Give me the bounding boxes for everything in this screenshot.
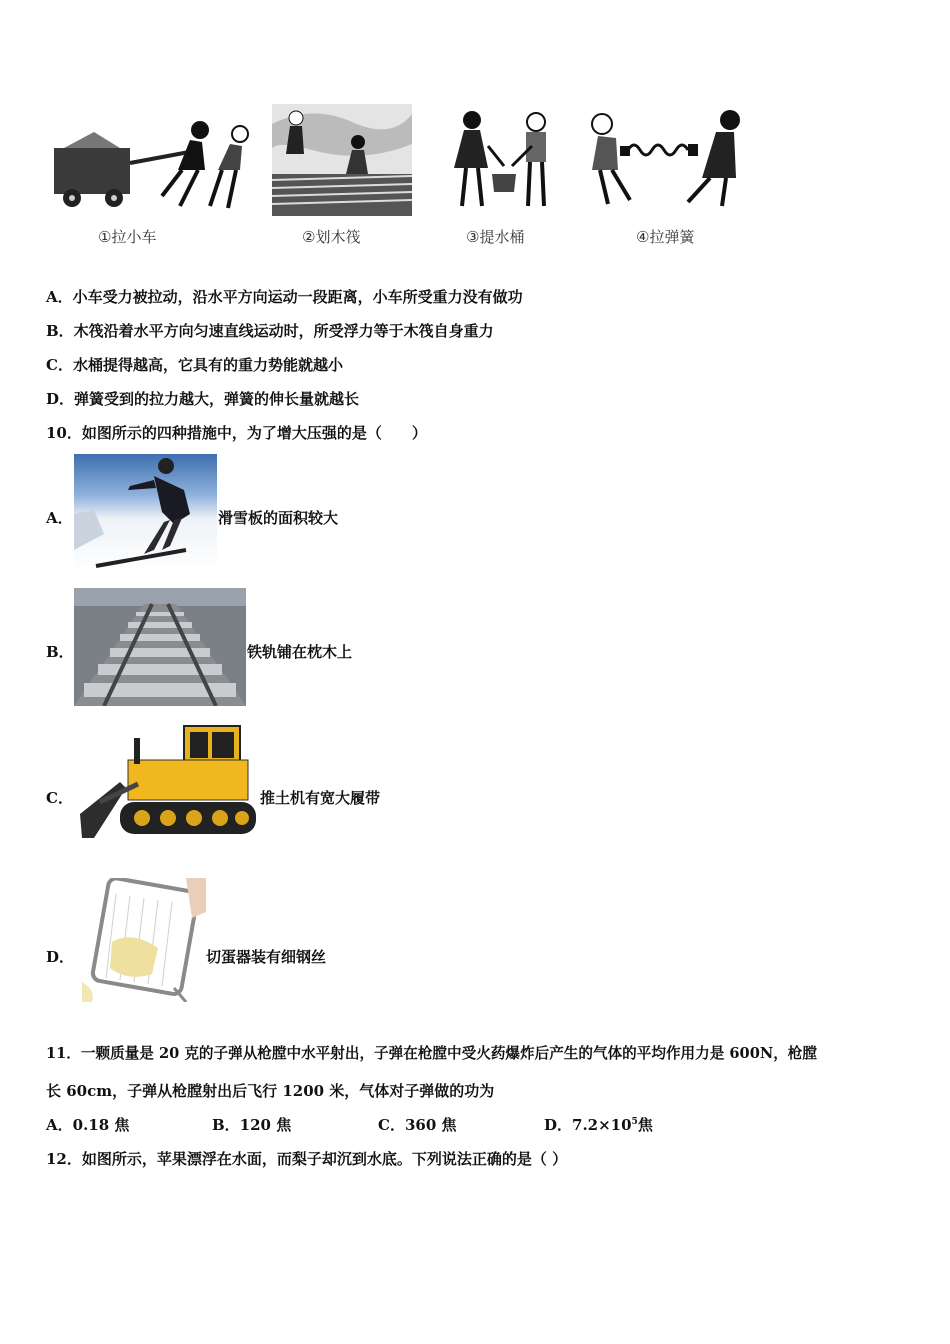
figure-bucket — [432, 106, 562, 216]
caption-raft: ②划木筏 — [302, 228, 361, 246]
q11-option-d-prefix: D．7.2×10 — [544, 1116, 632, 1134]
q12-stem: 12．如图所示，苹果漂浮在水面，而梨子却沉到水底。下列说法正确的是（ ） — [46, 1150, 568, 1168]
q9-option-c: C．水桶提得越高，它具有的重力势能就越小 — [46, 356, 343, 374]
q10-option-a-text: 滑雪板的面积较大 — [218, 509, 339, 527]
figure-pull-cart — [50, 108, 255, 218]
q9-option-d: D．弹簧受到的拉力越大，弹簧的伸长量就越长 — [46, 390, 360, 408]
q11-option-d-suffix: 焦 — [637, 1116, 653, 1134]
q10-option-a-letter: A． — [46, 509, 73, 527]
q10-stem: 10．如图所示的四种措施中，为了增大压强的是（ ） — [46, 424, 427, 442]
skier-image — [74, 454, 217, 572]
q11-option-a: A．0.18 焦 — [46, 1116, 130, 1134]
egg-slicer-image — [82, 878, 206, 1002]
figure-spring — [584, 104, 744, 216]
q10-option-d-letter: D． — [46, 948, 75, 966]
q10-option-c-letter: C． — [46, 789, 73, 807]
caption-pull-cart: ①拉小车 — [98, 228, 157, 246]
bulldozer-image — [80, 722, 258, 842]
q11-option-c: C．360 焦 — [378, 1116, 457, 1134]
q11-stem-line1: 11．一颗质量是 20 克的子弹从枪膛中水平射出，子弹在枪膛中受火药爆炸后产生的气体的平均作用力是 600N，枪膛 — [46, 1045, 817, 1062]
caption-bucket: ③提水桶 — [466, 228, 525, 246]
q11-option-b: B．120 焦 — [212, 1116, 292, 1134]
q10-option-b-text: 铁轨铺在枕木上 — [247, 643, 353, 661]
q10-option-d-text: 切蛋器装有细钢丝 — [206, 948, 327, 966]
figure-raft — [272, 104, 412, 216]
q10-option-b-letter: B． — [46, 643, 74, 661]
q9-option-b: B．木筏沿着水平方向匀速直线运动时，所受浮力等于木筏自身重力 — [46, 322, 494, 340]
railway-image — [74, 588, 246, 706]
q11-option-d-exponent: 5 — [631, 1117, 638, 1127]
caption-spring: ④拉弹簧 — [636, 228, 695, 246]
q9-option-a: A．小车受力被拉动，沿水平方向运动一段距离，小车所受重力没有做功 — [46, 288, 523, 306]
q10-option-c-text: 推土机有宽大履带 — [260, 789, 381, 807]
q11-stem-line2: 长 60cm，子弹从枪膛射出后飞行 1200 米，气体对子弹做的功为 — [46, 1082, 495, 1100]
q11-option-d — [544, 1114, 653, 1135]
